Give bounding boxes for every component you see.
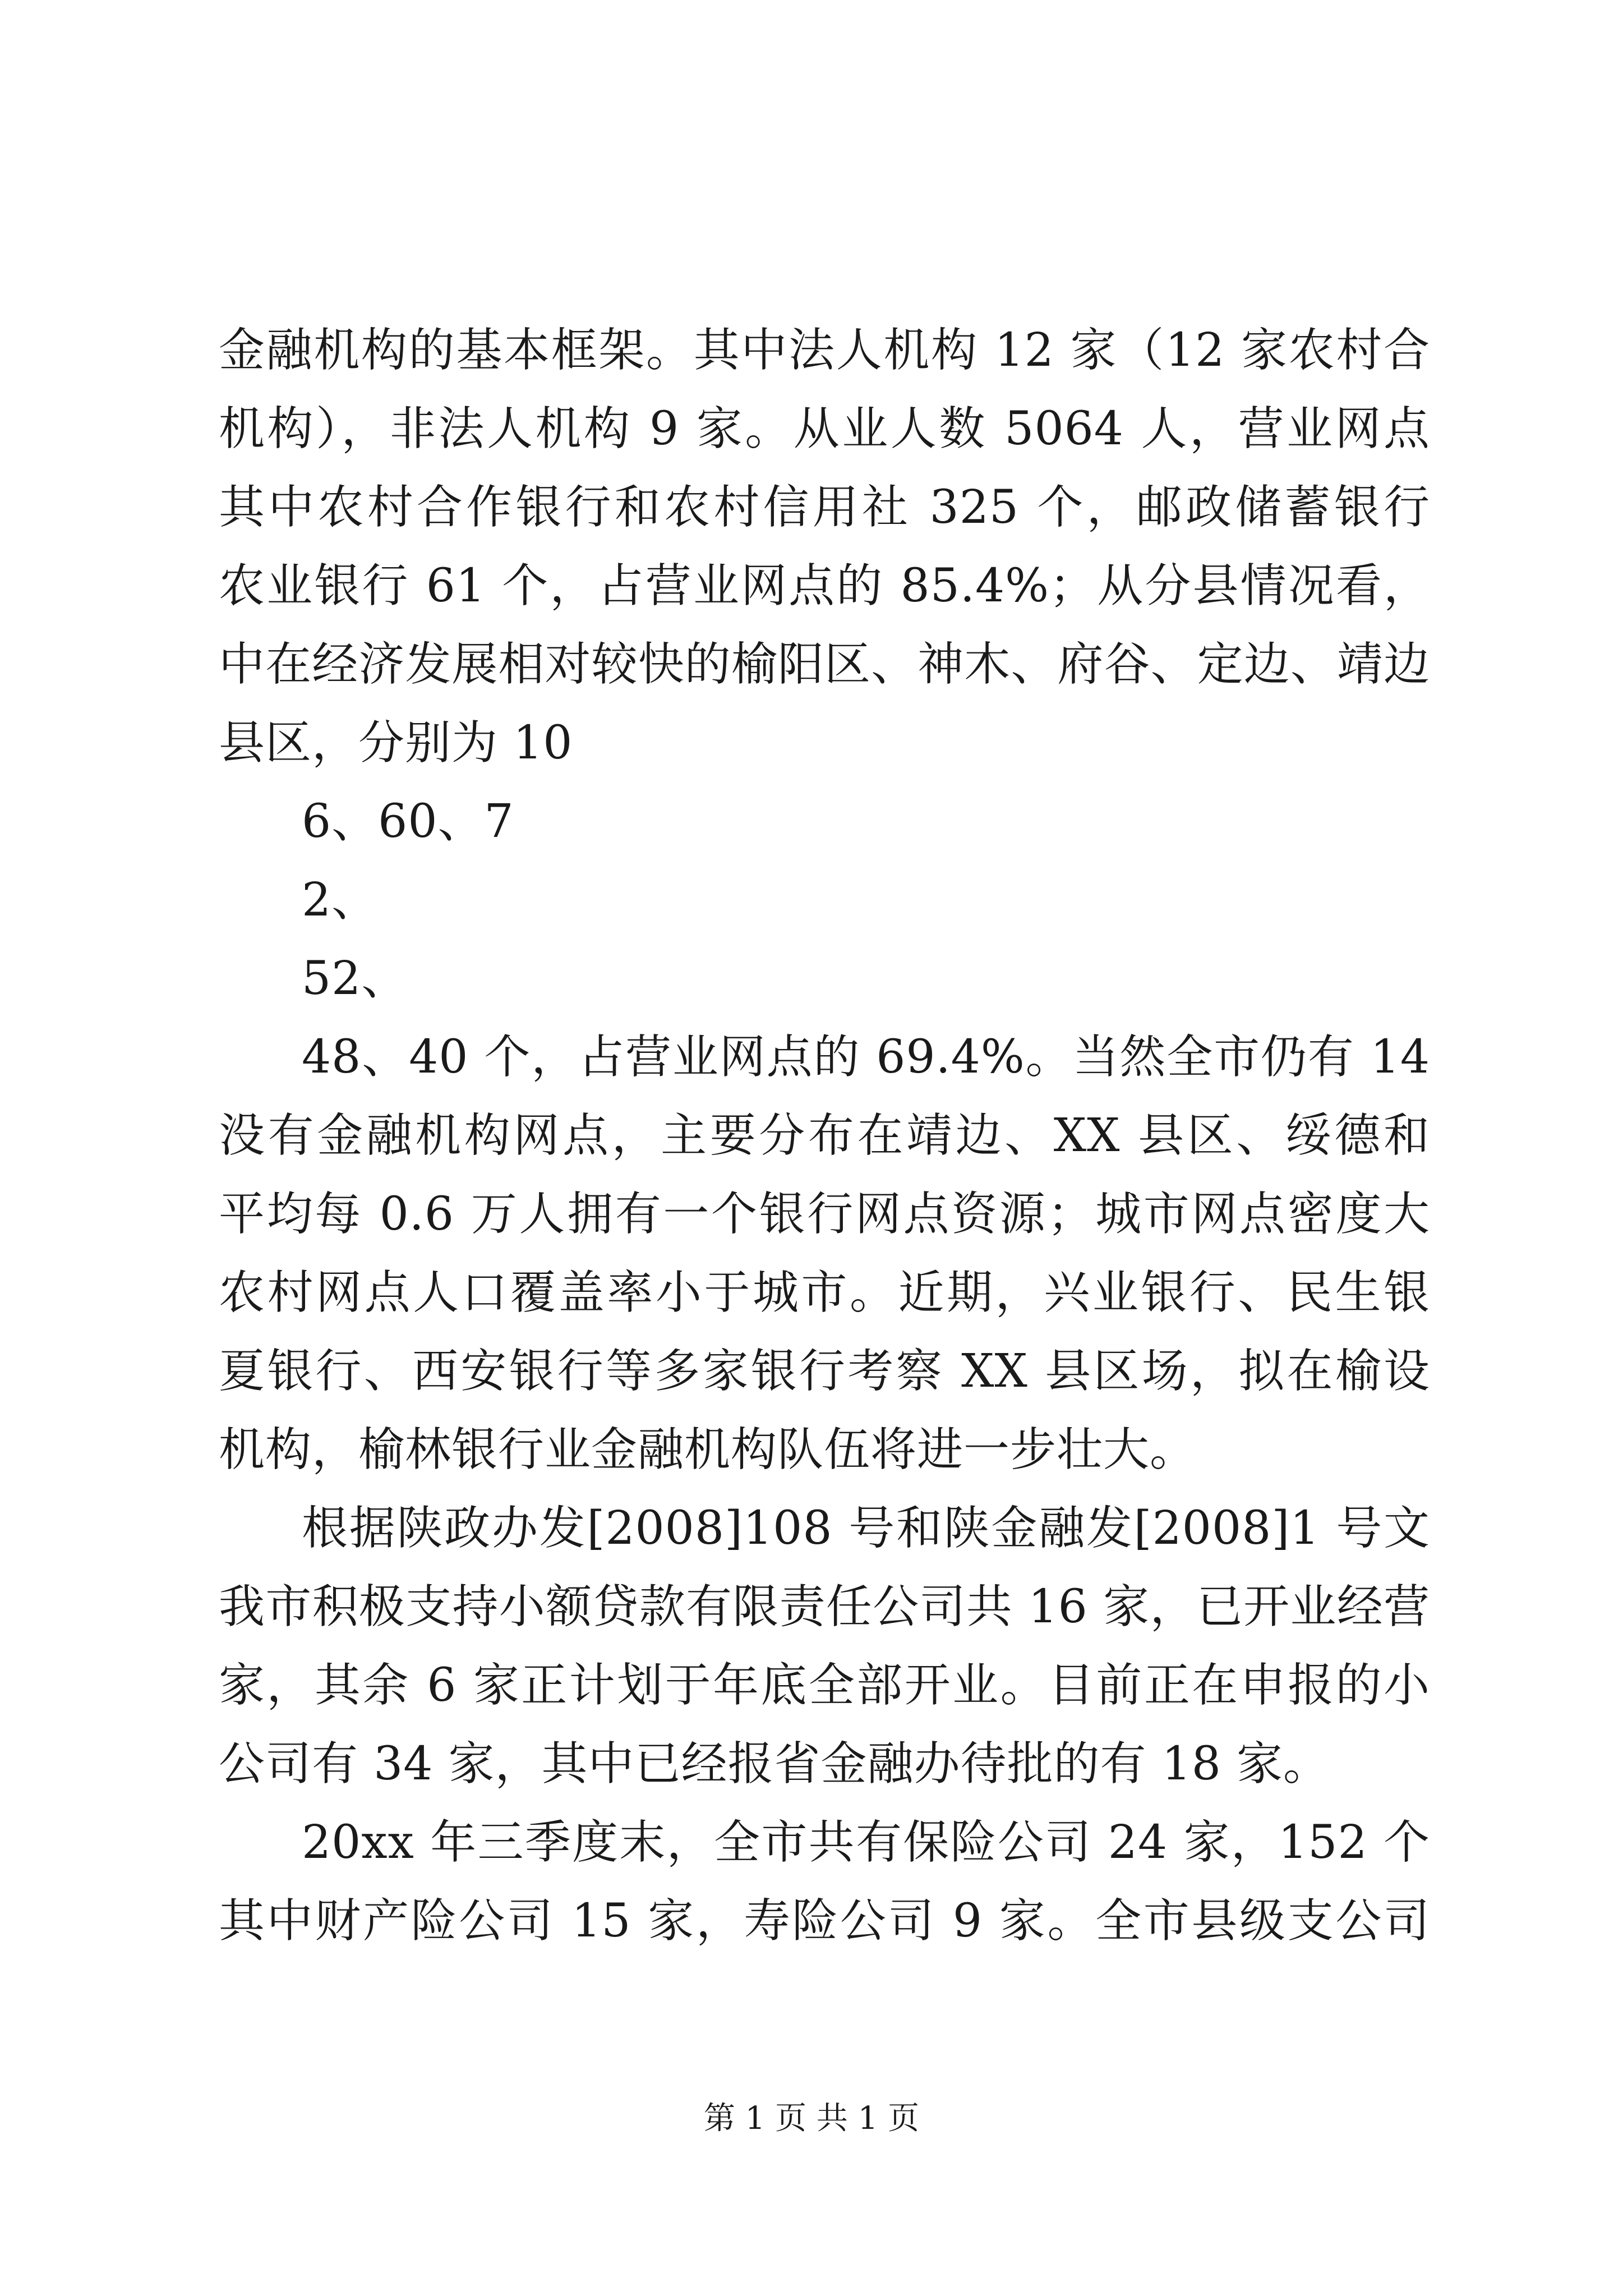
text-line: 根据陕政办发[2008]108 号和陕金融发[2008]1 号文 <box>302 1502 1430 1555</box>
text-line: 农村网点人口覆盖率小于城市。近期，兴业银行、民生银 <box>219 1266 1430 1319</box>
text-line: 平均每 0.6 万人拥有一个银行网点资源；城市网点密度大 <box>219 1188 1430 1241</box>
document-body <box>219 311 1430 1961</box>
text-line: 我市积极支持小额贷款有限责任公司共 16 家，已开业经营 <box>219 1580 1430 1634</box>
text-line: 其中财产险公司 15 家，寿险公司 9 家。全市县级支公司 <box>219 1894 1430 1948</box>
text-line: 48、40 个，占营业网点的 69.4%。当然全市仍有 14 <box>302 1030 1430 1084</box>
text-line: 农业银行 61 个，占营业网点的 85.4%；从分县情况看， <box>219 559 1430 613</box>
text-line: 夏银行、西安银行等多家银行考察 XX 县区场，拟在榆设 <box>219 1345 1430 1398</box>
text-line: 机构），非法人机构 9 家。从业人数 5064 人，营业网点 <box>219 402 1430 455</box>
text-line: 中在经济发展相对较快的榆阳区、神木、府谷、定边、靖边 <box>219 638 1430 691</box>
text-line: 公司有 34 家，其中已经报省金融办待批的有 18 家。 <box>219 1737 1330 1791</box>
text-line: 县区，分别为 10 <box>219 716 573 770</box>
text-line: 其中农村合作银行和农村信用社 325 个，邮政储蓄银行 <box>219 481 1430 534</box>
text-line: 20xx 年三季度末，全市共有保险公司 24 家，152 个 <box>302 1816 1430 1869</box>
text-line: 52、 <box>302 952 408 1005</box>
text-line: 金融机构的基本框架。其中法人机构 12 家（12 家农村合 <box>219 324 1430 377</box>
text-line: 2、 <box>302 873 379 927</box>
text-line: 6、60、7 <box>302 795 514 848</box>
text-line: 没有金融机构网点，主要分布在靖边、XX 县区、绥德和 <box>219 1109 1430 1162</box>
page-footer: 第 1 页 共 1 页 <box>703 2100 920 2137</box>
text-line: 家，其余 6 家正计划于年底全部开业。目前正在申报的小 <box>219 1659 1430 1712</box>
text-line: 机构，榆林银行业金融机构队伍将进一步壮大。 <box>219 1423 1197 1476</box>
